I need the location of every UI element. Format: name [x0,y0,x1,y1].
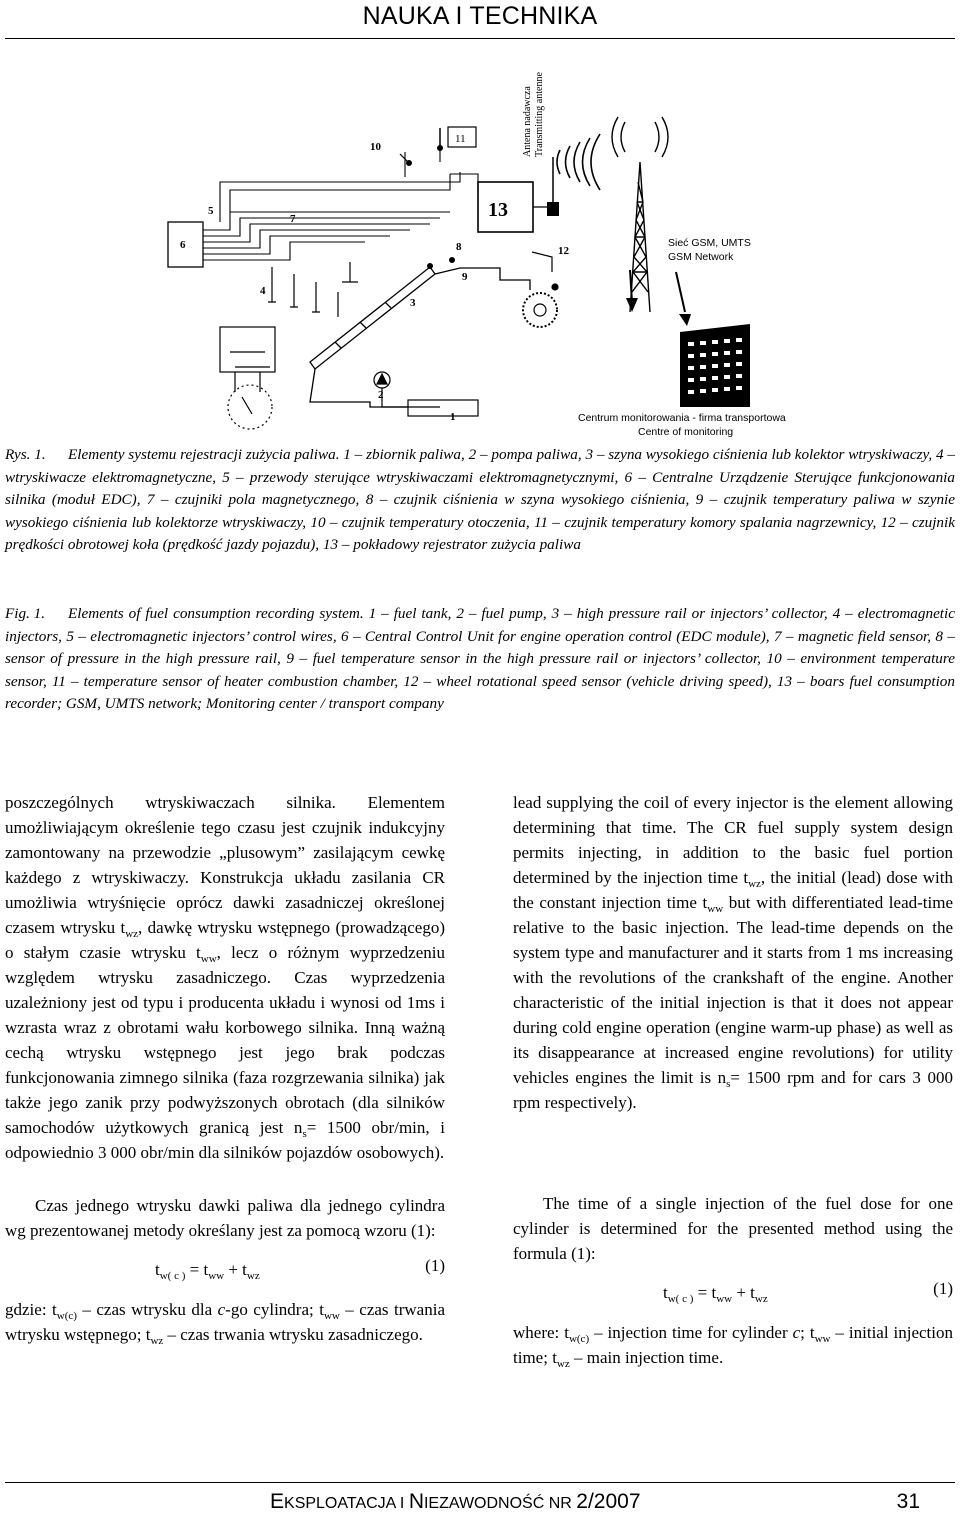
ecu-box [168,222,203,267]
header-divider [5,38,955,39]
figure-label-8: 8 [456,241,462,253]
left-formula-legend: gdzie: $t_{w(c)}$ – czas wtrysku dla c-go cylindra; $t_{ww}$ – czas trwania wtrysku wstępnego; $t_{wz}$ – czas trwania wtrysku zasadniczego. [5,1300,445,1347]
centre-label-pl: Centrum monitorowania - firma transportowa [578,412,786,424]
figure-label-7: 7 [290,213,296,225]
caption-pl-label: Rys. 1. [5,446,46,463]
antenna-labels [522,72,545,157]
right-formula-legend: where: $t_{w(c)}$ – injection time for cylinder c; $t_{ww}$ – initial injection time; $t_{wz}$ – main injection time. [513,1323,954,1370]
figure-label-10: 10 [370,141,381,153]
figure-label-3: 3 [410,297,416,309]
fuel-tank [408,400,478,416]
figure-label-4: 4 [260,285,266,297]
caption-pl-text: Elementy systemu rejestracji zużycia paliwa. 1 – zbiornik paliwa, 2 – pompa paliwa, 3 – szyna wysokiego ciśnienia lub kolektor wtryskiwaczy, 4 – wtryskiwacze elektromagnetyczne, 5 – przewody sterujące wtryskiwaczami elektromagnetycznymi, 6 – Centralne Urządzenie Sterujące funkcjonowania silnika (moduł EDC), 7 – czujniki pola magnetycznego, 8 – czujnik ciśnienia w szyna wysokiego ciśnienia, 9 – czujnik temperatury paliwa w szynie wysokiego ciśnienia lub kolektorze wtryskiwaczy, 10 – czujnik temperatury otoczenia, 11 – czujnik temperatury komory spalania nagrzewnicy, 12 – czujnik prędkości obrotowej koła (prędkość jazdy pojazdu), 13 – pokładowy rejestrator zużycia paliwa [5,446,955,554]
caption-en-label: Fig. 1. [5,605,46,622]
journal-name: EKSPLOATACJA I NIEZAWODNOŚĆ NR 2/2007 [270,1490,641,1513]
right-formula: $t_{w( c )} = t_{ww} + t_{wz}$ (1) [513,1276,953,1316]
figure-caption-en [5,603,955,716]
figure-label-12: 12 [558,245,569,257]
right-formula-number: (1) [933,1279,953,1298]
footer-divider [5,1482,955,1483]
monitoring-centre-building [680,324,750,407]
antenna-label-pl: Antena nadawcza [522,86,533,157]
figure-label-6: 6 [180,239,186,251]
left-formula-number: (1) [425,1256,445,1275]
right-column-english [513,790,953,1370]
figure-diagram [160,62,800,442]
gsm-tower [612,117,668,312]
figure-label-2: 2 [378,389,384,401]
left-column-polish [5,790,445,1347]
figure-caption-pl [5,444,955,557]
right-paragraph-1: lead supplying the coil of every injector is the element allowing determining that time. The CR fuel supply system design permits injecting, in addition to the basic fuel portion determined by the injection time $t_{wz}$, the initial (lead) dose with the constant injection time $t_{ww}$ but with differentiated lead-time relative to the basic injection. The lead-time depends on the system type and manufacturer and it starts from 1 ms increasing with the revolutions of the crankshaft of the engine. Another characteristic of the initial injection is that it does not appear during cold engine operation (engine warm-up phase) as well as its disappearance at increased engine revolutions) for utility vehicles engines the limit is $n_s= 1500$ rpm and for cars 3 000 rpm respectively). [513,793,953,1112]
network-label-pl: Sieć GSM, UMTS [668,237,751,249]
left-formula: $t_{w( c )} = t_{ww} + t_{wz}$ (1) [5,1253,445,1293]
figure-label-5: 5 [208,205,214,217]
figure-label-11: 11 [455,133,466,145]
network-label-en: GSM Network [668,251,734,263]
engine-cylinder [220,327,275,429]
page-number: 31 [896,1490,920,1513]
centre-label-en: Centre of monitoring [638,426,734,438]
injectors [268,262,358,317]
figure-label-9: 9 [462,271,468,283]
antenna-label-en: Transmitting antenne [534,72,545,157]
high-pressure-rail [310,267,530,407]
left-paragraph-1: poszczególnych wtryskiwaczach silnika. Elementem umożliwiającym określenie tego czasu jest czujnik indukcyjny zamontowany na przewodzie „plusowym” zasilającym cewkę każdego z wtryskiwaczy. Konstrukcja układu zasilania CR umożliwia wtryśnięcie oprócz dawki zasadniczej określonej czasem wtrysku $t_{wz}$, dawkę wtrysku wstępnego (prowadzącego) o stałym czasie wtrysku $t_{ww}$, lecz o różnym wyprzedzeniu względem wtrysku zasadniczego. Czas wyprzedzenia uzależniony jest od typu i producenta układu i wynosi od 1ms i wzrasta wraz z obrotami wału korbowego silnika. Inną ważną cechą wtrysku wstępnego jest jego brak podczas funkcjonowania zimnego silnika (faza rozgrzewania silnika) jak także jego zanik przy podwyższonych obrotach (dla silników samochodów użytkowych granicą jest $n_s= 1500$ obr/min, i odpowiednio 3 000 obr/min dla silników pojazdów osobowych). [5,793,445,1162]
caption-en-text: Elements of fuel consumption recording system. 1 – fuel tank, 2 – fuel pump, 3 – high pressure rail or injectors’ collector, 4 – electromagnetic injectors, 5 – electromagnetic injectors’ control wires, 6 – Central Control Unit for engine operation control (EDC module), 7 – magnetic field sensor, 8 – sensor of pressure in the high pressure rail, 9 – fuel temperature sensor in the high pressure rail or injectors’ collector, 10 – environment temperature sensor, 11 – temperature sensor of heater combustion chamber, 12 – wheel rotational speed sensor (vehicle driving speed), 13 – boars fuel consumption recorder; GSM, UMTS network; Monitoring center / transport company [5,605,955,713]
figure-label-1: 1 [450,411,456,423]
left-paragraph-2: Czas jednego wtrysku dawki paliwa dla jednego cylindra wg prezentowanej metody określany jest za pomocą wzoru (1): [5,1196,445,1240]
running-header: NAUKA I TECHNIKA [362,2,598,30]
wheel-sensor [523,252,558,327]
figure-label-13: 13 [488,199,508,221]
right-paragraph-2: The time of a single injection of the fuel dose for one cylinder is determined for the presented method using the formula (1): [513,1194,953,1263]
